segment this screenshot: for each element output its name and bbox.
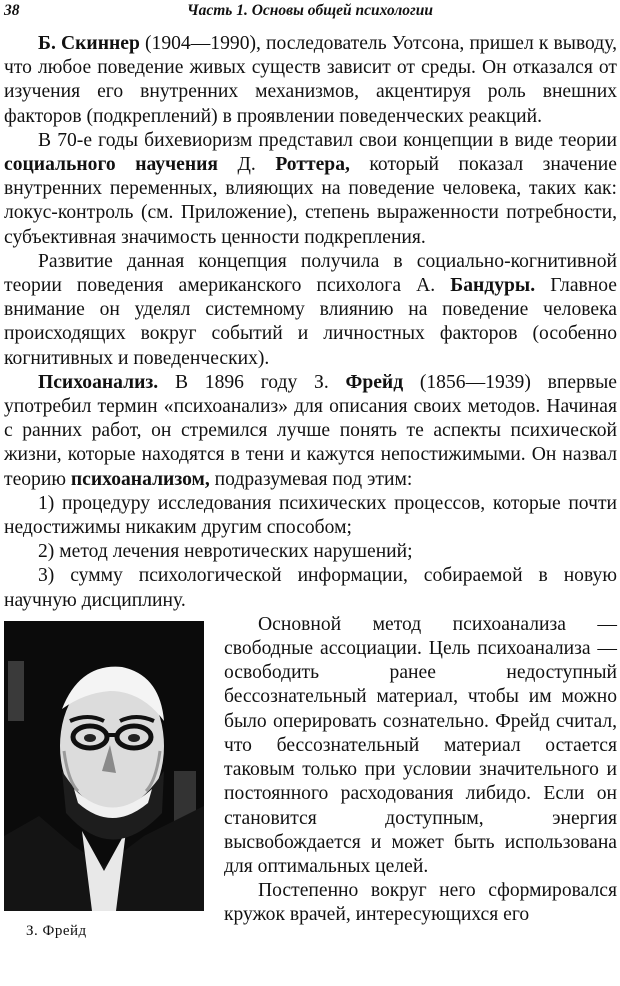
figure-caption: З. Фрейд (26, 922, 87, 939)
name-freud: Фрейд (345, 371, 404, 393)
running-header (4, 2, 616, 24)
freud-figure (4, 621, 204, 943)
list-item-2: 2) метод лечения невротических нарушений; (38, 541, 413, 563)
list-item-1: 1) процедуру исследования психических процессов, которые почти недостижимы никаким другим способом; (4, 492, 617, 539)
running-title: Часть 1. Основы общей психологии (186, 2, 433, 19)
name-skinner: Б. Скиннер (38, 33, 140, 54)
paragraph-rotter (4, 129, 617, 250)
page-number: 38 (4, 2, 20, 19)
paragraph-text: Главное внимание он уделял системному влиянию на поведение человека происходящих вокруг событий и личностных факторов (особенно когнитивных и поведенческих). (4, 275, 618, 369)
paragraph-circle: Постепенно вокруг него сформировался кружок врачей, интересующихся его (224, 880, 617, 926)
paragraph-text: В 1896 году З. (158, 371, 346, 393)
term-social-learning: социального научения (4, 154, 219, 176)
paragraph-free-association: Основной метод психоанализа — свободные ассоциации. Цель психоанализа — освободить ранее недоступный бессознательный материал, чтобы им можно было оперировать сознательно. Фрейд считал, что бессознательный материал остается таковым только при условии значительного и постоянного расходования либидо. Если он становится доступным, энергия высвобождается и может быть использована для оптимальных целей. (224, 613, 617, 877)
paragraph-text: который показал значение внутренних переменных, влияющих на поведение человека, таких как: локус-контроль (см. Приложение), степень выраженности потребности, субъективная значимость ценности подкрепления. (4, 154, 617, 248)
paragraph-text: Развитие данная концепция получила в социально-когнитивной теории поведения американского психолога А. (4, 250, 617, 297)
freud-portrait-image (4, 621, 204, 911)
paragraph-skinner (4, 32, 617, 129)
paragraph-text: подразумевая под этим: (209, 468, 413, 490)
page-body (4, 32, 617, 943)
name-rotter: Роттера, (275, 154, 350, 176)
paragraph-text: В 70-е годы бихевиоризм представил свои концепции в виде теории (38, 129, 617, 151)
section-heading-psychoanalysis: Психоанализ. (38, 371, 159, 393)
name-bandura: Бандуры. (450, 275, 536, 297)
paragraph-text: (1904—1990), последователь Уотсона, пришел к выводу, что любое поведение живых существ зависит от среды. Он отказался от изучения его внутренних механизмов, акцентируя роль внешних факторов (подкреплений) в проявлении поведенческих реакций. (4, 33, 617, 127)
list-item-3: 3) сумму психологической информации, собираемой в новую научную дисциплину. (4, 565, 617, 611)
paragraph-bandura (4, 250, 617, 371)
paragraph-text: Д. (218, 154, 276, 176)
paragraph-text: (1856—1939) впервые употребил термин «психоанализ» для описания своих методов. Начиная с ранних работ, он стремился лучше понять те аспекты психической жизни, которые находятся в тени и кажутся непостижимыми. Он назвал теорию (4, 371, 617, 490)
paragraph-psychoanalysis (4, 371, 617, 492)
term-psychoanalysis: психоанализом, (70, 468, 210, 490)
